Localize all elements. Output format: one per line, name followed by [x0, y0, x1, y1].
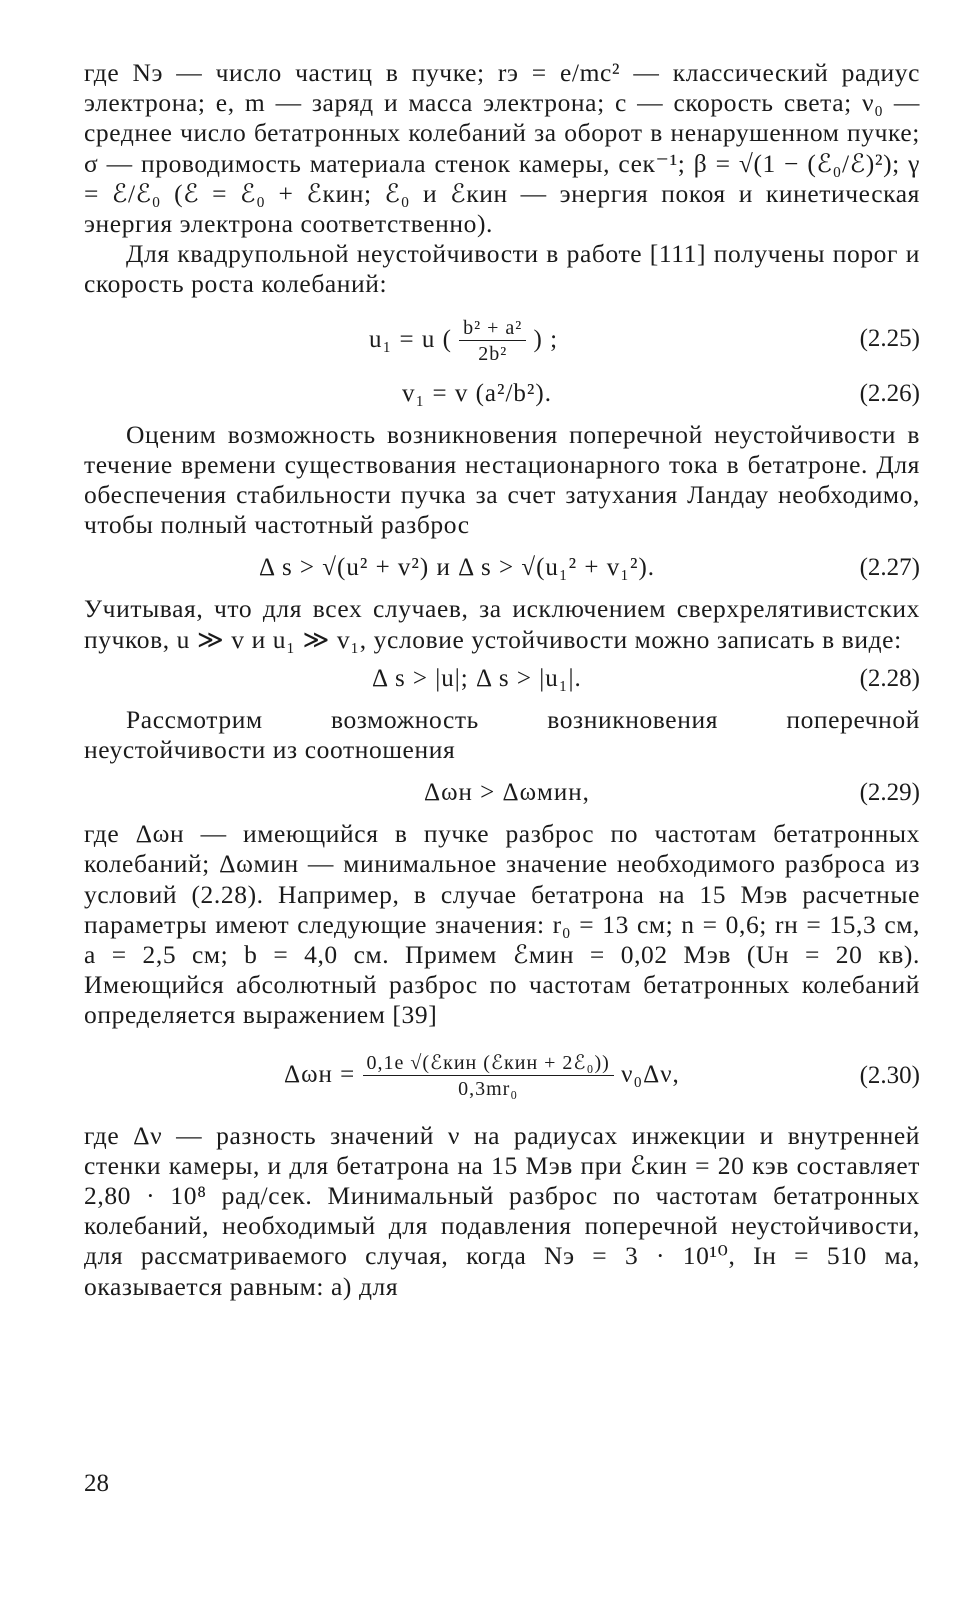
eq27-number: (2.27): [859, 554, 920, 582]
eq30-number: (2.30): [859, 1061, 920, 1089]
paragraph-transverse: Рассмотрим возможность возникновения поперечной неустойчивости из соотношения: [84, 704, 920, 765]
eq28-number: (2.28): [859, 664, 920, 692]
eq30-lhs: Δωн =: [284, 1060, 356, 1088]
eq25-fraction: [459, 316, 526, 367]
eq30-fraction: [363, 1051, 614, 1102]
equation-2-29: [84, 779, 920, 809]
eq30-numerator: 0,1e √(ℰкин (ℰкин + 2ℰ₀)): [363, 1051, 614, 1076]
eq25-number: (2.25): [859, 324, 920, 352]
eq30-denominator: 0,3mr₀: [458, 1077, 519, 1100]
eq28-formula: Δ s > |u|; Δ s > |u₁|.: [372, 664, 582, 692]
paragraph-definitions: где Nэ — число частиц в пучке; rэ = e/mc² — классический радиус электрона; e, m — заряд и масса электрона; c — скорость света; ν₀ — среднее число бетатронных колебаний за оборот в ненарушенном пучке; σ — проводимость материала стенок камеры, сек⁻¹; β = √(1 − (ℰ₀/ℰ)²); γ = ℰ/ℰ₀ (ℰ = ℰ₀ + ℰкин; ℰ₀ и ℰкин — энергия покоя и кинетическая энергия электрона соответственно).: [84, 58, 920, 239]
eq26-number: (2.26): [859, 379, 920, 407]
eq25-numerator: b² + a²: [459, 316, 526, 341]
paragraph-quadrupole: Для квадрупольной неустойчивости в работе [111] получены порог и скорость роста колебаний:: [84, 239, 920, 299]
page-body: [84, 58, 920, 1302]
paragraph-landau: Оценим возможность возникновения поперечной неустойчивости в течение времени существования нестационарного тока в бетатроне. Для обеспечения стабильности пучка за счет затухания Ландау необходимо, чтобы полный частотный разброс: [84, 419, 920, 540]
eq29-number: (2.29): [859, 779, 920, 807]
equation-2-28: [84, 665, 920, 695]
paragraph-stability: Учитывая, что для всех случаев, за исключением сверхрелятивистских пучков, u ≫ v и u₁ ≫ v₁, условие устойчивости можно записать в виде:: [84, 594, 920, 654]
eq25-lhs: u₁ = u (: [369, 325, 452, 353]
eq29-formula: Δωн > Δωмин,: [424, 779, 590, 807]
eq26-formula: v₁ = v (a²/b²).: [402, 379, 552, 407]
paragraph-delta-nu: где Δν — разность значений ν на радиусах инжекции и внутренней стенки камеры, и для бетатрона на 15 Мэв при ℰкин = 20 кэв составляет 2,80 · 10⁸ рад/сек. Минимальный разброс по частотам бетатронных колебаний, необходимый для подавления поперечной неустойчивости, для рассматриваемого случая, когда Nэ = 3 · 10¹⁰, Iн = 510 ма, оказывается равным: а) для: [84, 1120, 920, 1301]
paragraph-spread: где Δωн — имеющийся в пучке разброс по частотам бетатронных колебаний; Δωмин — минимальное значение необходимого разброса из условий (2.28). Например, в случае бетатрона на 15 Мэв расчетные параметры имеют следующие значения: r₀ = 13 см; n = 0,6; rн = 15,3 см, a = 2,5 см; b = 4,0 см. Примем ℰмин = 0,02 Мэв (Uн = 20 кв). Имеющийся абсолютный разброс по частотам бетатронных колебаний определяется выражением [39]: [84, 819, 920, 1030]
eq30-rhs: ν₀Δν,: [621, 1060, 680, 1088]
equation-2-27: [84, 554, 920, 584]
eq25-rhs: ) ;: [533, 325, 559, 353]
equation-2-26: [84, 380, 920, 410]
equation-2-25: [84, 310, 920, 370]
eq27-formula: Δ s > √(u² + v²) и Δ s > √(u₁² + v₁²).: [259, 554, 656, 582]
eq25-denominator: 2b²: [478, 342, 508, 365]
page-number: 28: [84, 1470, 109, 1497]
equation-2-30: [84, 1047, 920, 1107]
